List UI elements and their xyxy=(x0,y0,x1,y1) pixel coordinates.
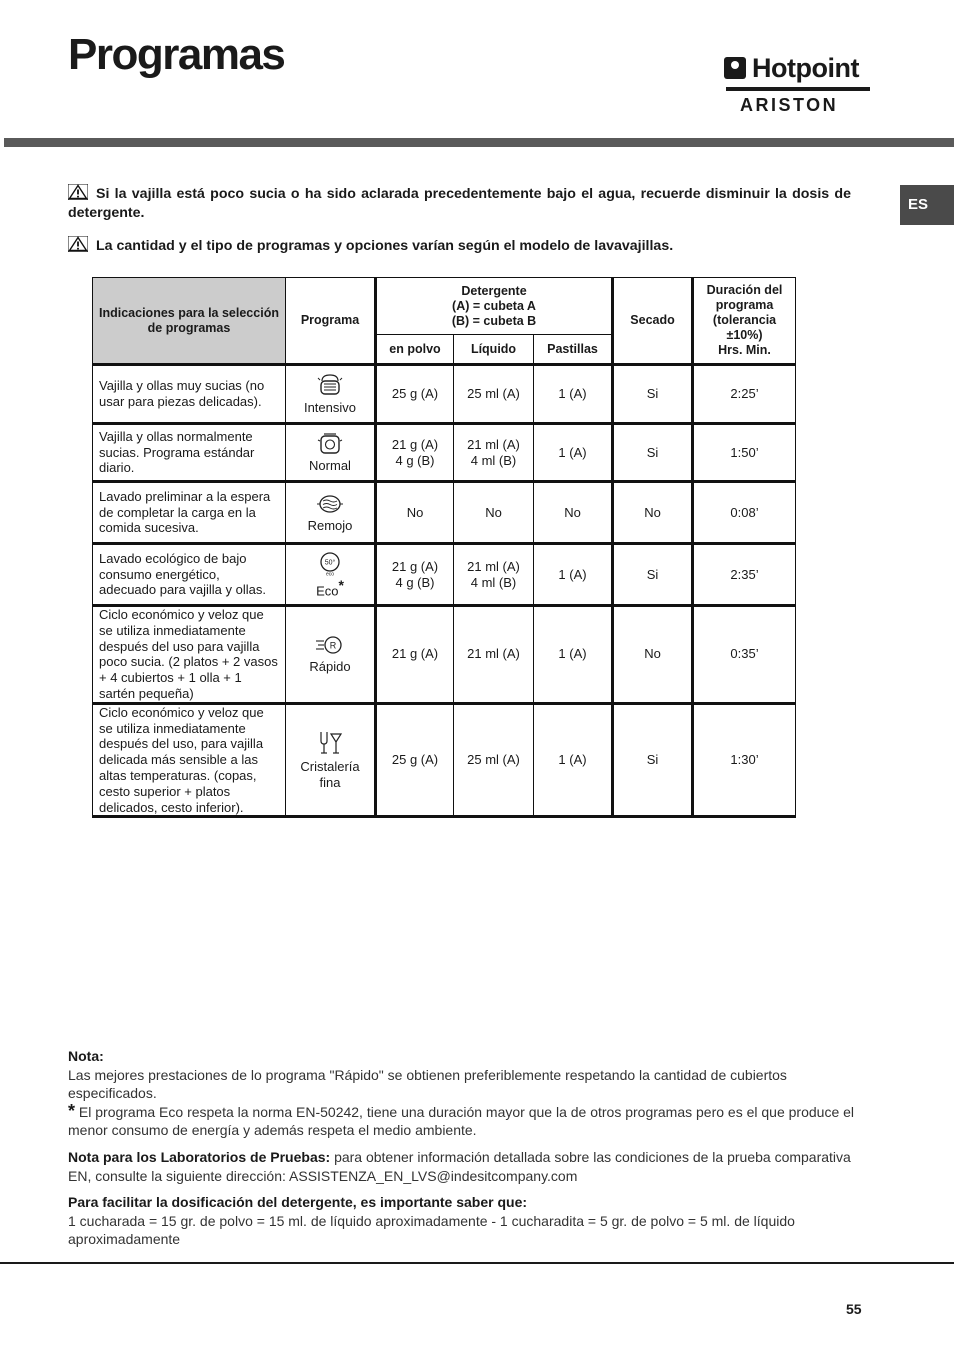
warning-note-2 xyxy=(68,236,851,256)
header-duration: Duración del programa (tolerancia ±10%) Hrs. Min. xyxy=(693,278,796,365)
powder-cell: 21 g (A) xyxy=(376,606,454,704)
notes-section xyxy=(68,1047,858,1249)
header-selection: Indicaciones para la selección de programas xyxy=(93,278,286,365)
header-divider xyxy=(4,138,954,147)
table-row xyxy=(93,482,796,544)
logo-mark-icon xyxy=(724,57,746,79)
drying-cell: Si xyxy=(613,703,693,817)
powder-cell: 21 g (A) 4 g (B) xyxy=(376,424,454,482)
program-cell xyxy=(286,544,376,606)
logo-rule xyxy=(726,87,870,91)
warning-text-2: La cantidad y el tipo de programas y opciones varían según el modelo de lavavajillas. xyxy=(96,238,674,254)
logo-sub-brand: ARISTON xyxy=(740,95,839,115)
liquid-cell: 25 ml (A) xyxy=(454,703,534,817)
drying-cell: Si xyxy=(613,544,693,606)
liquid-cell: 25 ml (A) xyxy=(454,365,534,424)
header-liquid: Líquido xyxy=(454,335,534,365)
crystal-glass-icon xyxy=(316,729,344,757)
powder-cell: 21 g (A) 4 g (B) xyxy=(376,544,454,606)
program-name: Eco* xyxy=(316,576,344,599)
program-cell xyxy=(286,703,376,817)
program-cell xyxy=(286,424,376,482)
warning-triangle-icon xyxy=(68,184,88,200)
program-cell xyxy=(286,606,376,704)
table-row xyxy=(93,703,796,817)
rapid-wash-icon xyxy=(315,633,345,657)
table-row xyxy=(93,606,796,704)
table-row xyxy=(93,365,796,424)
powder-cell: 25 g (A) xyxy=(376,365,454,424)
eco-50-icon xyxy=(317,550,343,576)
header-drying: Secado xyxy=(613,278,693,365)
tablets-cell: 1 (A) xyxy=(534,365,613,424)
row-description: Vajilla y ollas normalmente sucias. Programa estándar diario. xyxy=(93,424,286,482)
table-row xyxy=(93,544,796,606)
eco-note: * El programa Eco respeta la norma EN-50242, tiene una duración mayor que la de otros programas pero es el que produce el menor consumo de energía y además respeta el medio ambiente. xyxy=(68,1100,855,1139)
logo-brand-name: Hotpoint xyxy=(752,53,859,83)
tablets-cell: 1 (A) xyxy=(534,544,613,606)
tablets-cell: 1 (A) xyxy=(534,424,613,482)
row-description: Ciclo económico y veloz que se utiliza inmediatamente después del uso, para vajilla delicada más sensible a las altas temperaturas. (copas, cesto superior + platos delicados, cesto inferior). xyxy=(93,703,286,817)
liquid-cell: 21 ml (A) 4 ml (B) xyxy=(454,424,534,482)
duration-cell: 1:30’ xyxy=(693,703,796,817)
normal-wash-icon xyxy=(317,432,343,456)
program-cell xyxy=(286,482,376,544)
warning-text-1: Si la vajilla está poco sucia o ha sido aclarada precedentemente bajo el agua, recuerde disminuir la dosis de detergente. xyxy=(68,186,851,221)
page-title: Programas xyxy=(68,30,285,79)
duration-cell: 1:50’ xyxy=(693,424,796,482)
soak-icon xyxy=(316,492,344,516)
powder-cell: 25 g (A) xyxy=(376,703,454,817)
duration-cell: 0:35’ xyxy=(693,606,796,704)
dose-text: 1 cucharada = 15 gr. de polvo = 15 ml. de líquido aproximadamente - 1 cucharadita = 5 gr. de polvo = 5 ml. de líquido aproximadamente xyxy=(68,1212,795,1248)
dose-label: Para facilitar la dosificación del detergente, es importante saber que: xyxy=(68,1194,528,1211)
powder-cell: No xyxy=(376,482,454,544)
language-tab: ES xyxy=(900,185,954,225)
program-cell xyxy=(286,365,376,424)
page-number: 55 xyxy=(846,1301,862,1317)
row-description: Lavado ecológico de bajo consumo energético, adecuado para vajilla y ollas. xyxy=(93,544,286,606)
header-program: Programa xyxy=(286,278,376,365)
liquid-cell: 21 ml (A) 4 ml (B) xyxy=(454,544,534,606)
program-name: Normal xyxy=(309,457,351,473)
duration-cell: 2:25’ xyxy=(693,365,796,424)
drying-cell: No xyxy=(613,606,693,704)
tablets-cell: 1 (A) xyxy=(534,703,613,817)
note-label: Nota: xyxy=(68,1048,104,1064)
duration-cell: 2:35’ xyxy=(693,544,796,606)
header-tablets: Pastillas xyxy=(534,335,613,365)
header-detergent: Detergente (A) = cubeta A (B) = cubeta B xyxy=(376,278,613,335)
warning-note-1 xyxy=(68,184,851,223)
program-name: Intensivo xyxy=(303,400,357,416)
svg-text:50°: 50° xyxy=(324,559,336,567)
duration-cell: 0:08’ xyxy=(693,482,796,544)
row-description: Ciclo económico y veloz que se utiliza inmediatamente después del uso para vajilla poco sucia. (2 platos + 2 vasos + 4 cubiertos + 1 olla + 1 sartén pequeña) xyxy=(93,606,286,704)
footer-divider xyxy=(0,1262,954,1264)
liquid-cell: 21 ml (A) xyxy=(454,606,534,704)
tablets-cell: 1 (A) xyxy=(534,606,613,704)
program-name: Rápido xyxy=(309,659,351,675)
program-name: Cristalería fina xyxy=(300,759,360,791)
brand-logo xyxy=(724,54,872,116)
header-powder: en polvo xyxy=(376,335,454,365)
svg-text:eco: eco xyxy=(325,571,335,576)
row-description: Lavado preliminar a la espera de completar la carga en la comida sucesiva. xyxy=(93,482,286,544)
table-row xyxy=(93,424,796,482)
warning-triangle-icon xyxy=(68,236,88,252)
liquid-cell: No xyxy=(454,482,534,544)
svg-text:R: R xyxy=(329,640,337,651)
row-description: Vajilla y ollas muy sucias (no usar para piezas delicadas). xyxy=(93,365,286,424)
drying-cell: Si xyxy=(613,365,693,424)
drying-cell: Si xyxy=(613,424,693,482)
drying-cell: No xyxy=(613,482,693,544)
intensive-wash-icon xyxy=(317,372,343,398)
tablets-cell: No xyxy=(534,482,613,544)
programs-table xyxy=(92,277,796,818)
note-text: Las mejores prestaciones de lo programa "Rápido" se obtienen preferiblemente respetando la cantidad de cubiertos especificados. xyxy=(68,1066,787,1102)
labs-note: Nota para los Laboratorios de Pruebas: para obtener información detallada sobre las condiciones de la prueba comparativa EN, consulte la siguiente dirección: ASSISTENZA_EN_LVS@indesitcompany.com xyxy=(68,1148,851,1184)
program-name: Remojo xyxy=(307,517,353,533)
